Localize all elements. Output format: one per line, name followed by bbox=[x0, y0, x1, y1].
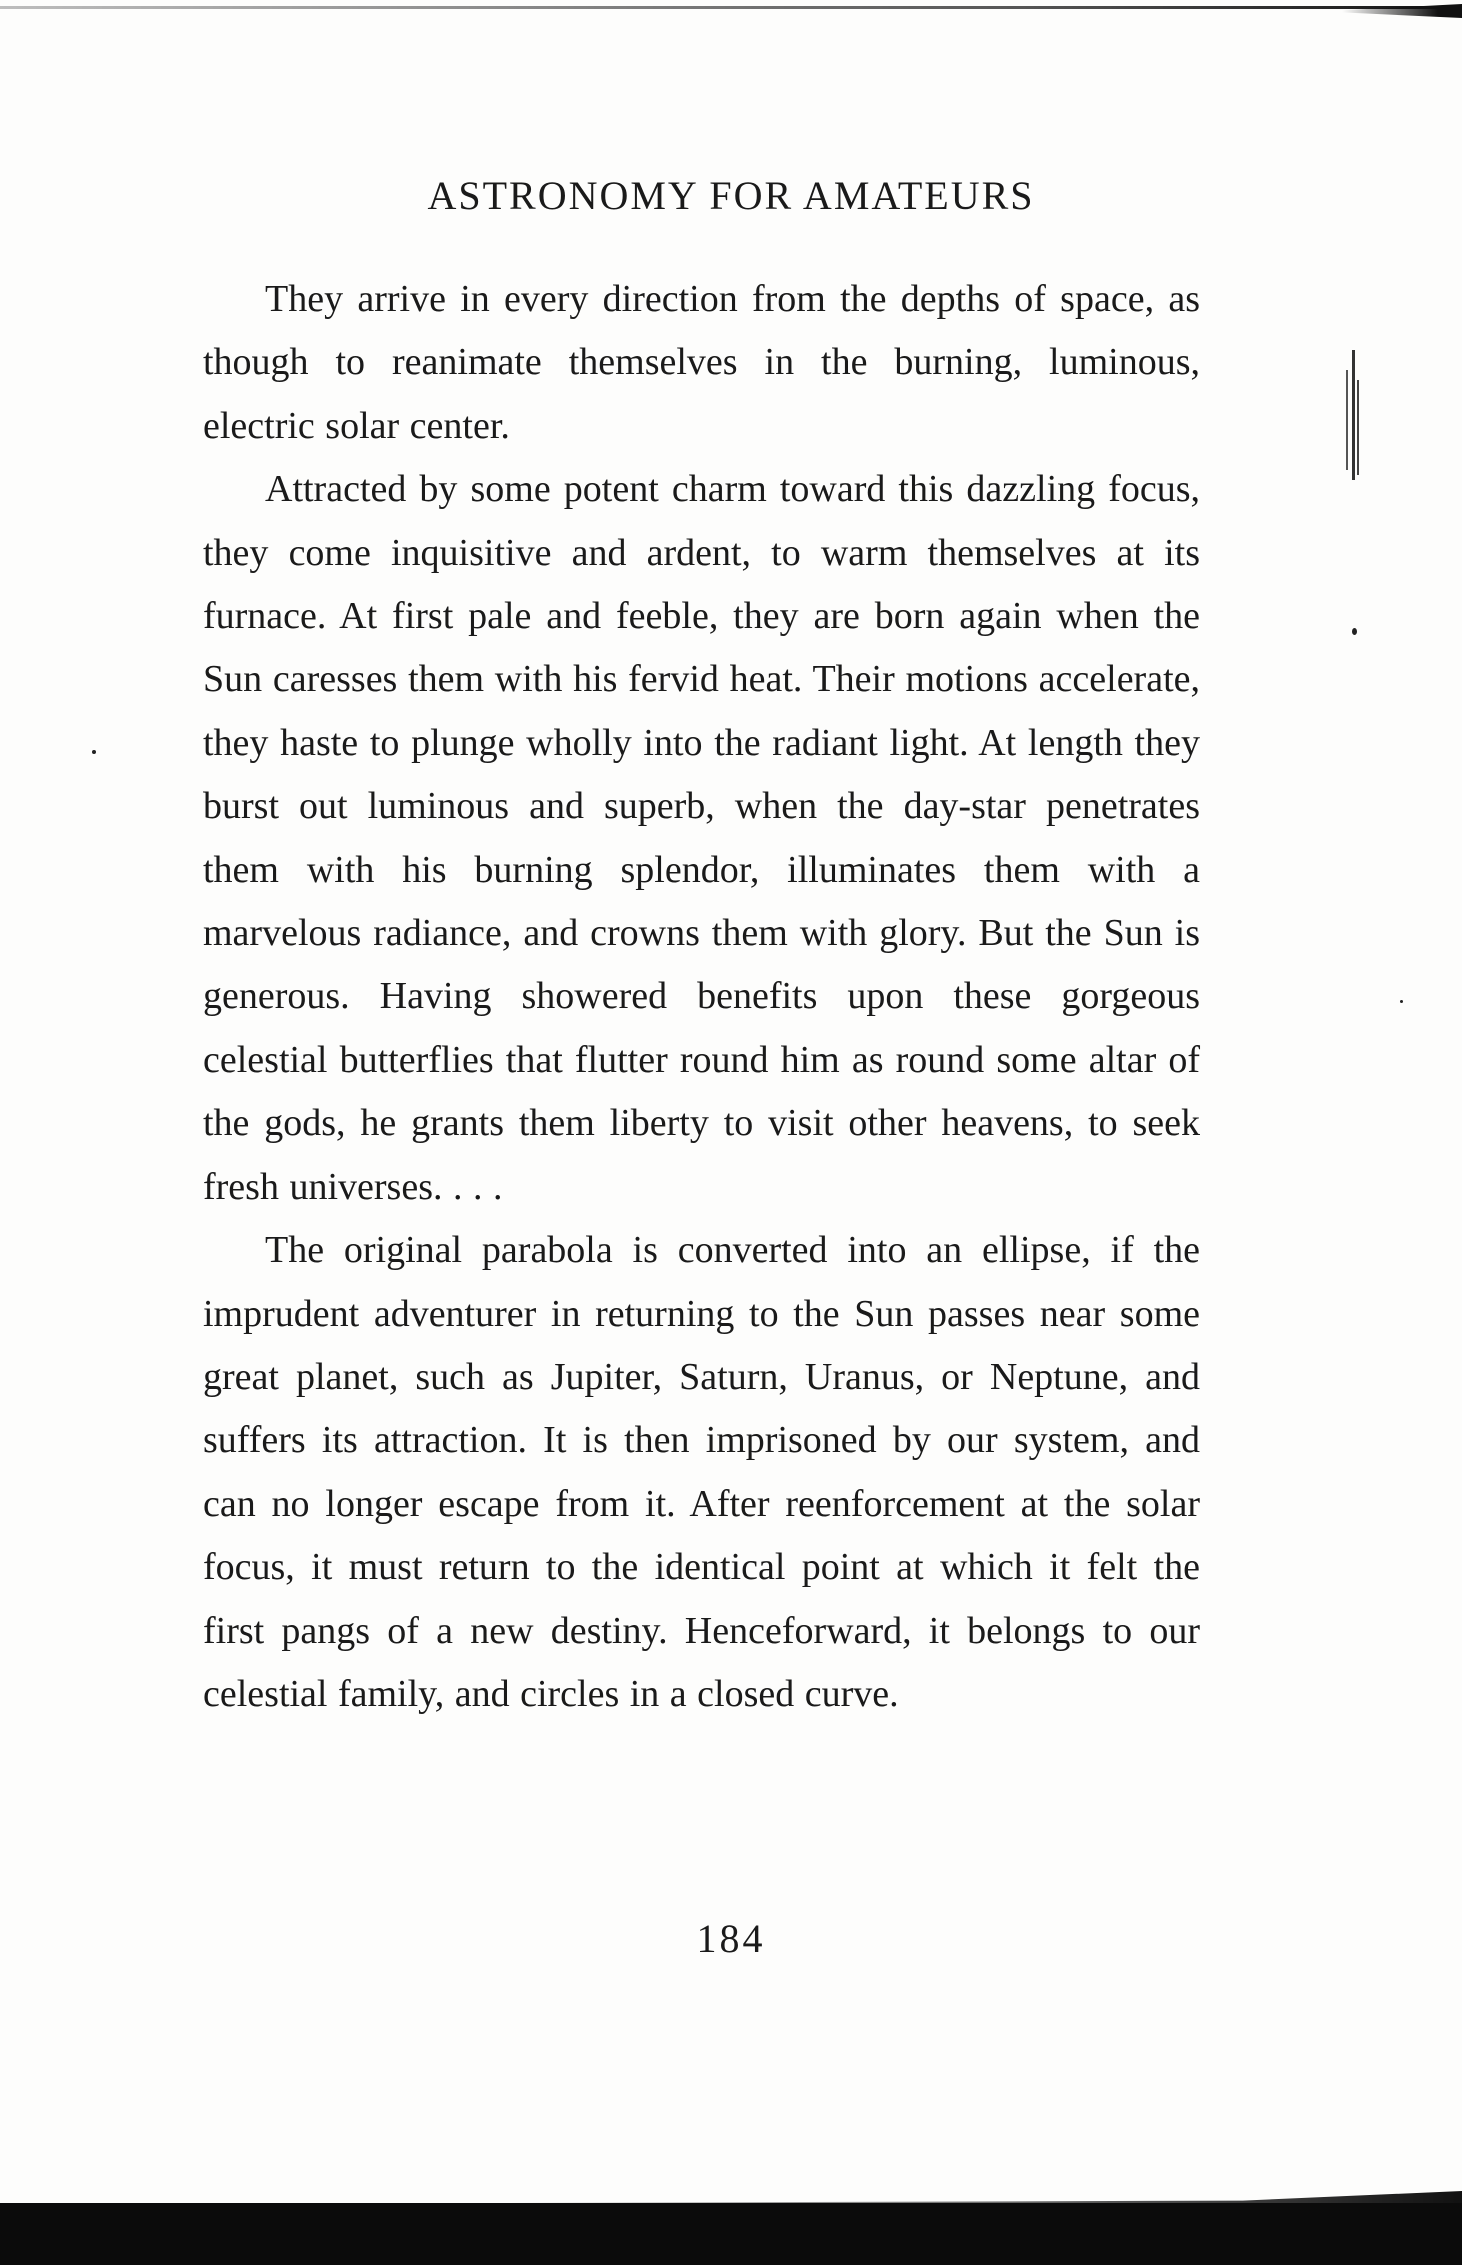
margin-ink-line-3 bbox=[1357, 380, 1359, 475]
paragraph-2: Attracted by some potent charm toward this dazzling focus, they come inquisitive and ardent, to warm themselves at its furnace. At first pale and feeble, they are born again when the Sun caresses them with his fervid heat. Their motions accelerate, they haste to plunge wholly into the radiant light. At length they burst out luminous and superb, when the day-star penetrates them with his burning splendor, illuminates them with a marvelous radiance, and crowns them with glory. But the Sun is generous. Having showered benefits upon these gorgeous celestial butterflies that flutter round him as round some altar of the gods, he grants them liberty to visit other heavens, to seek fresh universes. . . . bbox=[203, 468, 1200, 1208]
running-header: ASTRONOMY FOR AMATEURS bbox=[427, 173, 1035, 218]
paragraph-3: The original parabola is converted into an ellipse, if the imprudent adventurer in returning to the Sun passes near some great planet, such as Jupiter, Saturn, Uranus, or Neptune, and suffers its attraction. It is then imprisoned by our system, and can no longer escape from it. After reenforcement at the solar focus, it must return to the identical point at which it felt the first pangs of a new destiny. Henceforward, it belongs to our celestial family, and circles in a closed curve. bbox=[203, 1229, 1200, 1715]
margin-ink-marks bbox=[1338, 350, 1368, 480]
paragraph-1: They arrive in every direction from the depths of space, as though to reanimate themselves in the burning, luminous, electric solar center. bbox=[203, 278, 1200, 447]
body-text bbox=[203, 268, 1200, 1726]
speck-1 bbox=[1352, 628, 1357, 635]
bottom-scan-edge bbox=[0, 2203, 1462, 2265]
margin-ink-line-2 bbox=[1346, 370, 1348, 470]
top-scan-edge bbox=[0, 6, 1462, 9]
speck-3 bbox=[1400, 1000, 1403, 1003]
speck-2 bbox=[92, 750, 96, 754]
page-number: 184 bbox=[696, 1916, 766, 1961]
margin-ink-line-1 bbox=[1352, 350, 1355, 480]
